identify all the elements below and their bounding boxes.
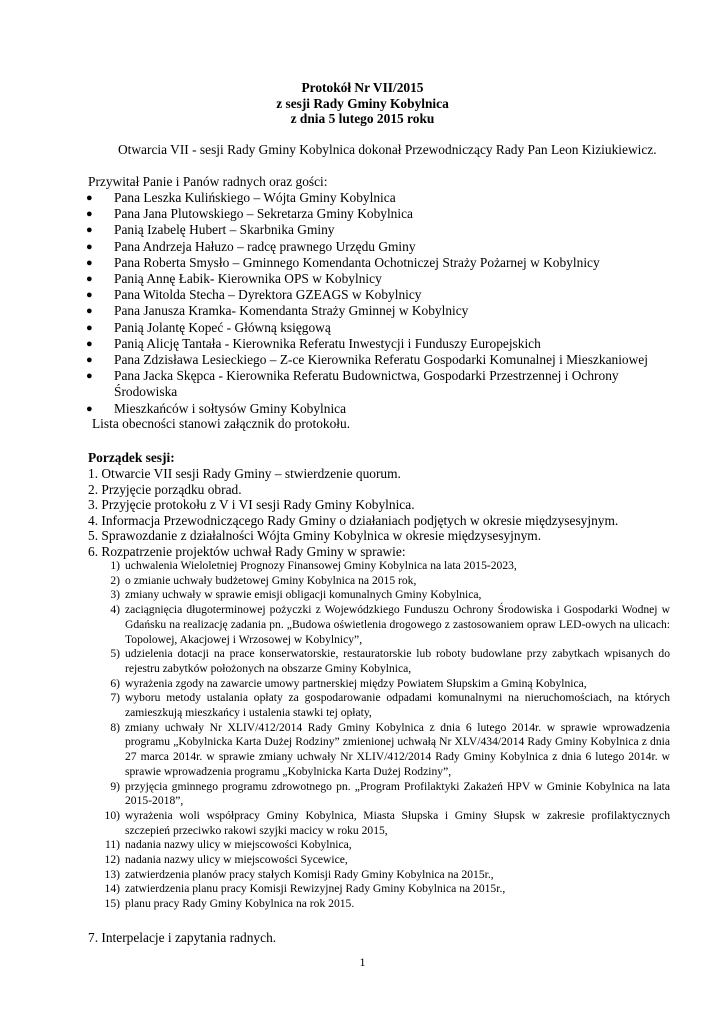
resolution-number: 10) (104, 808, 120, 822)
bullet-icon: ● (86, 354, 93, 367)
guest-text: Pana Jacka Skępca - Kierownika Referatu Budownictwa, Gospodarki Przestrzennej i Ochrony Środowiska (114, 368, 619, 400)
guest-item (86, 206, 676, 222)
bullet-icon: ● (86, 402, 93, 415)
guest-item (86, 320, 676, 336)
resolution-text: nadania nazwy ulicy w miejscowości Kobylnica, (125, 838, 352, 852)
resolution-number: 2) (110, 573, 120, 587)
resolution-number: 14) (104, 882, 120, 896)
resolution-item (92, 588, 670, 603)
opening-paragraph: Otwarcia VII - sesji Rady Gminy Kobylnica dokonał Przewodniczący Rady Pan Leon Kiziukiewicz. (118, 142, 657, 157)
bullet-icon: ● (86, 305, 93, 318)
guest-list (86, 190, 676, 417)
agenda-item-last: 7. Interpelacje i zapytania radnych. (88, 930, 277, 945)
guest-text: Panią Jolantę Kopeć - Główną księgową (114, 319, 331, 335)
resolution-item (92, 677, 670, 692)
bullet-icon: ● (86, 224, 93, 237)
resolution-text: udzielenia dotacji na prace konserwatorskie, restauratorskie lub roboty budowlane przy zabytkach wpisanych do rejestru zabytków położonych na obszarze Gminy Kobylnica, (125, 647, 670, 675)
resolution-item (92, 882, 670, 897)
resolution-text: o zmianie uchwały budżetowej Gminy Kobylnica na 2015 rok, (125, 573, 417, 587)
resolution-item (92, 691, 670, 720)
resolution-text: wyboru metody ustalania opłaty za gospodarowanie odpadami komunalnymi na nieruchomościach, na których zamieszkują mieszkańcy i ustalenia stawki tej opłaty, (125, 691, 670, 720)
agenda-list (88, 466, 668, 560)
guest-text: Panią Annę Łabik- Kierownika OPS w Kobylnicy (114, 271, 382, 287)
guest-text: Pana Zdzisława Lesieckiego – Z-ce Kierownika Referatu Gospodarki Komunalnej i Mieszkaniowej (114, 352, 648, 368)
guest-text: Pana Roberta Smysło – Gminnego Komendanta Ochotniczej Straży Pożarnej w Kobylnicy (114, 254, 600, 270)
resolution-item (92, 897, 670, 912)
protocol-subtitle: z sesji Rady Gminy Kobylnica (276, 95, 449, 111)
agenda-title: Porządek sesji: (88, 450, 175, 465)
guest-item (86, 239, 676, 255)
resolution-text: przyjęcia gminnego programu zdrowotnego pn. „Program Profilaktyki Zakażeń HPV w Gminie Kobylnica na lata 2015-2018”, (125, 779, 670, 808)
guest-text: Pana Andrzeja Hałuzo – radcę prawnego Urzędu Gminy (114, 238, 416, 254)
resolution-text: zaciągnięcia długoterminowej pożyczki z Wojewódzkiego Funduszu Ochrony Środowiska i Gospodarki Wodnej w Gdańsku na realizację zadania pn. „Budowa oświetlenia drogowego z zastosowaniem opraw LED-owych na ulicach: Topolowej, Akacjowej i Wrzosowej w Kobylnicy”, (125, 603, 670, 646)
guest-item (86, 271, 676, 287)
resolution-text: zmiany uchwały w sprawie emisji obligacji komunalnych Gminy Kobylnica, (125, 588, 482, 602)
guest-text: Pana Jana Plutowskiego – Sekretarza Gminy Kobylnica (114, 206, 413, 222)
guest-item (86, 287, 676, 303)
guest-item (86, 368, 676, 400)
resolution-number: 4) (110, 603, 120, 617)
bullet-icon: ● (86, 273, 93, 286)
guest-item (86, 255, 676, 271)
resolution-text: zatwierdzenia planów pracy stałych Komisji Rady Gminy Kobylnica na 2015r., (125, 867, 494, 881)
agenda-item: 5. Sprawozdanie z działalności Wójta Gminy Kobylnica w okresie międzysesyjnym. (88, 528, 542, 544)
resolution-text: wyrażenia woli współpracy Gminy Kobylnica, Miasta Słupska i Gminy Słupsk w zakresie profilaktycznych szczepień przeciwko rakowi szyjki macicy w roku 2015, (125, 808, 670, 837)
agenda-item: 3. Przyjęcie protokołu z V i VI sesji Rady Gminy Kobylnica. (88, 497, 415, 513)
resolution-item (92, 809, 670, 838)
agenda-item: 2. Przyjęcie porządku obrad. (88, 481, 242, 497)
resolution-item (92, 559, 670, 574)
resolution-text: zmiany uchwały Nr XLIV/412/2014 Rady Gminy Kobylnica z dnia 6 lutego 2014r. w sprawie wprowadzenia programu „Kobylnicka Karta Dużej Rodziny” zmienionej uchwałą Nr XLV/434/2014 Rady Gminy Kobylnica z dnia 27 marca 2014r. w sprawie zmiany uchwały Nr XLIV/412/2014 Rady Gminy Kobylnica z dnia 6 lutego 2014r. w sprawie wprowadzenia programu „Kobylnicka Karta Dużej Rodziny”, (125, 720, 670, 778)
attendance-note: Lista obecności stanowi załącznik do protokołu. (92, 416, 351, 431)
resolution-number: 12) (104, 853, 120, 867)
guest-text: Pana Janusza Kramka- Komendanta Straży Gminnej w Kobylnicy (114, 303, 469, 319)
agenda-item: 1. Otwarcie VII sesji Rady Gminy – stwierdzenie quorum. (88, 466, 401, 481)
resolution-item (92, 574, 670, 589)
protocol-title: Protokół Nr VII/2015 (301, 80, 424, 95)
guest-item (86, 190, 676, 206)
resolution-number: 6) (110, 676, 120, 690)
bullet-icon: ● (86, 192, 93, 204)
guest-item (86, 303, 676, 319)
guest-text: Panią Izabelę Hubert – Skarbnika Gminy (114, 222, 335, 238)
protocol-date: z dnia 5 lutego 2015 roku (290, 111, 435, 126)
guest-text: Pana Witolda Stecha – Dyrektora GZEAGS w Kobylnicy (114, 287, 422, 303)
bullet-icon: ● (86, 256, 93, 269)
bullet-icon: ● (86, 337, 93, 350)
guest-item (86, 352, 676, 368)
resolution-text: wyrażenia zgody na zawarcie umowy partnerskiej między Powiatem Słupskim a Gminą Kobylnica, (125, 676, 587, 690)
page-number: 1 (359, 955, 366, 969)
resolution-number: 3) (110, 588, 120, 602)
resolution-number: 8) (110, 720, 120, 734)
resolution-item (92, 647, 670, 676)
agenda-item: 4. Informacja Przewodniczącego Rady Gminy o działaniach podjętych w okresie międzysesyjnym. (88, 512, 619, 528)
protocol-header (0, 80, 725, 127)
guest-item (86, 222, 676, 238)
guest-text: Panią Alicję Tantała - Kierownika Referatu Inwestycji i Funduszy Europejskich (114, 335, 541, 351)
bullet-icon: ● (86, 289, 93, 302)
guest-item (86, 336, 676, 352)
bullet-icon: ● (86, 208, 93, 221)
guest-text: Mieszkańców i sołtysów Gminy Kobylnica (114, 400, 347, 416)
bullet-icon: ● (86, 321, 93, 334)
resolution-number: 13) (104, 867, 120, 881)
guest-item (86, 401, 676, 417)
resolution-number: 7) (110, 691, 120, 705)
resolution-item (92, 853, 670, 868)
resolution-number: 11) (104, 838, 120, 852)
guest-text: Pana Leszka Kulińskiego – Wójta Gminy Kobylnica (114, 190, 396, 205)
resolution-number: 9) (110, 779, 120, 793)
bullet-icon: ● (86, 370, 93, 383)
resolution-item (92, 780, 670, 809)
resolution-item (92, 721, 670, 780)
resolution-number: 5) (110, 647, 120, 661)
resolution-text: nadania nazwy ulicy w miejscowości Sycewice, (125, 853, 348, 867)
resolution-text: planu pracy Rady Gminy Kobylnica na rok 2015. (125, 897, 355, 911)
resolution-text: zatwierdzenia planu pracy Komisji Rewizyjnej Rady Gminy Kobylnica na 2015r., (125, 882, 506, 896)
bullet-icon: ● (86, 240, 93, 253)
resolution-item (92, 868, 670, 883)
resolution-item (92, 603, 670, 647)
resolution-number: 1) (110, 559, 120, 572)
resolution-text: uchwalenia Wieloletniej Prognozy Finansowej Gminy Kobylnica na lata 2015-2023, (125, 559, 517, 572)
resolution-number: 15) (104, 897, 120, 911)
welcome-line: Przywitał Panie i Panów radnych oraz gości: (88, 174, 328, 189)
agenda-item: 6. Rozpatrzenie projektów uchwał Rady Gminy w sprawie: (88, 543, 406, 559)
resolution-item (92, 838, 670, 853)
resolution-list (92, 559, 670, 912)
